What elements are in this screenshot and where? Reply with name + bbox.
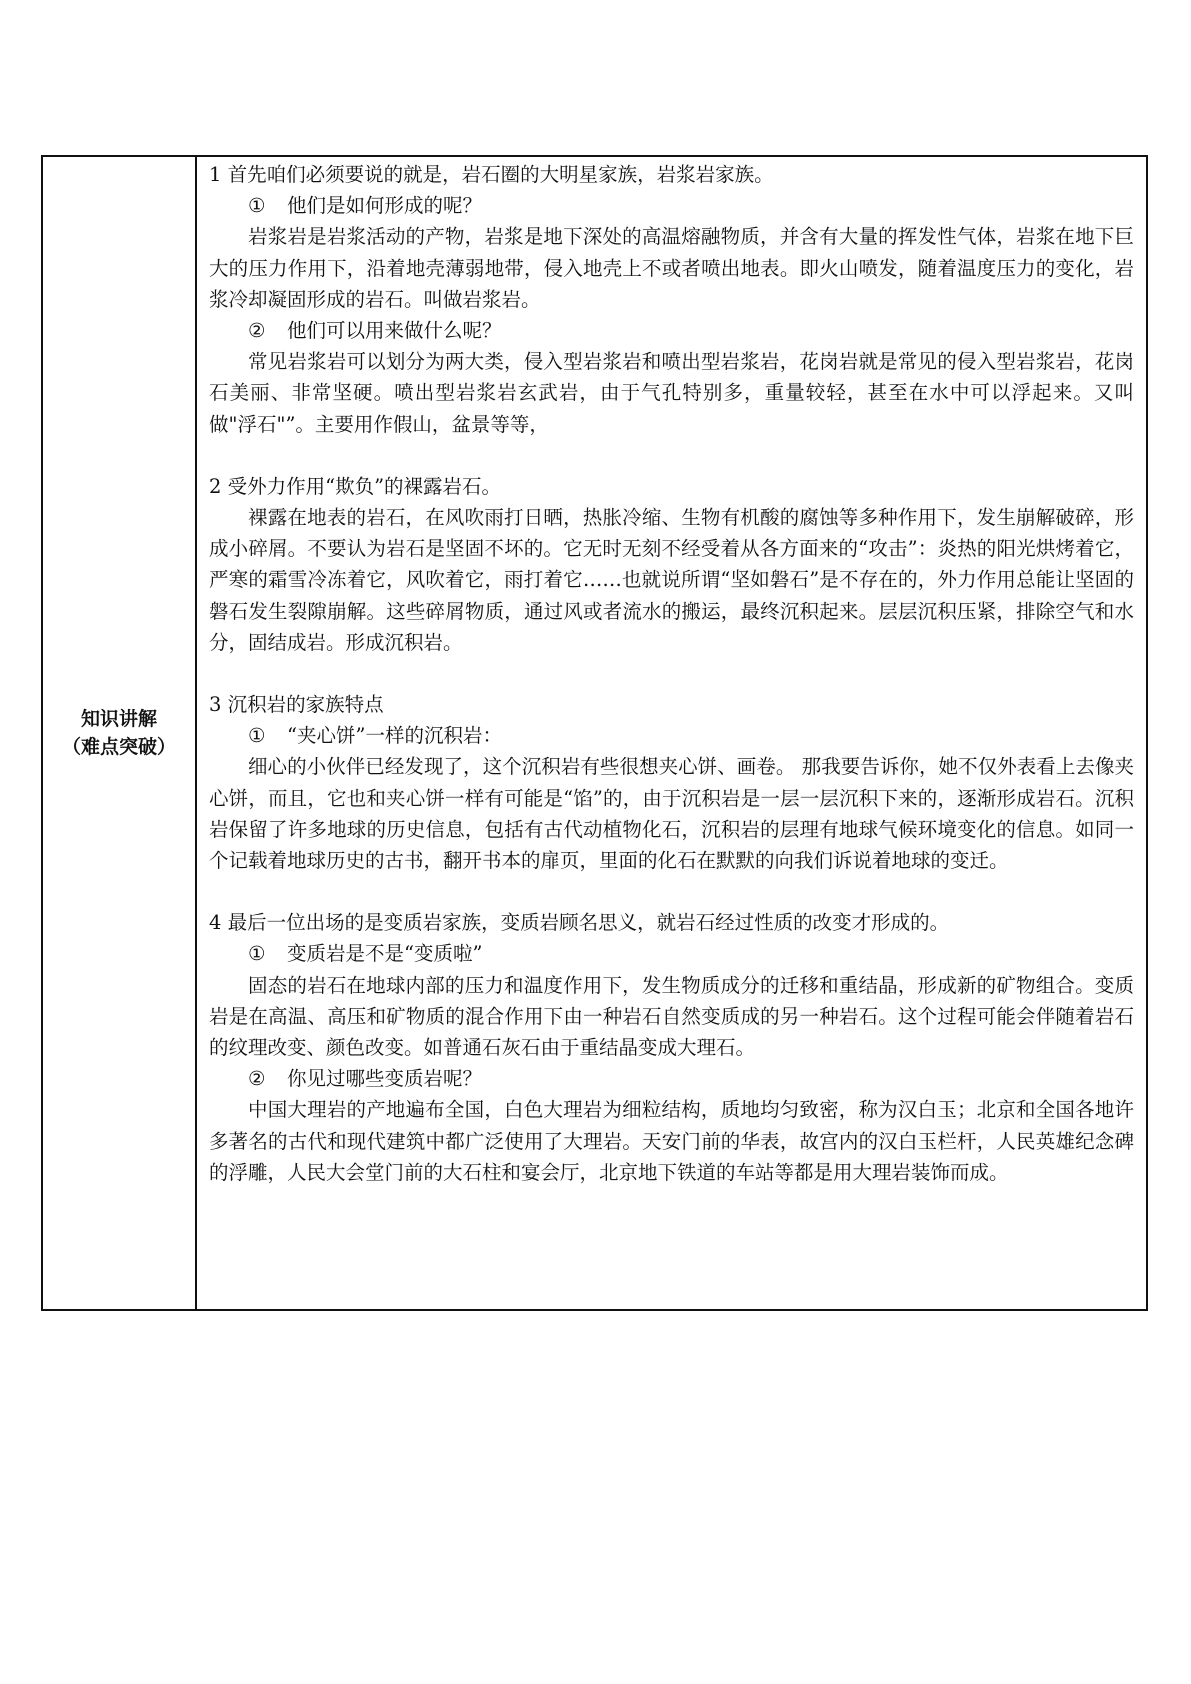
section1-question2 [209,315,1134,346]
circled-number-2: ② [248,319,266,343]
section2-paragraph1: 裸露在地表的岩石，在风吹雨打日晒，热胀冷缩、生物有机酸的腐蚀等多种作用下，发生崩解破碎，形成小碎屑。不要认为岩石是坚固不坏的。它无时无刻不经受着从各方面来的“攻击”：炎热的阳光烘烤着它，严寒的霜雪冷冻着它，风吹着它，雨打着它……也就说所谓“坚如磐石”是不存在的，外力作用总能让坚固的磐石发生裂隙崩解。这些碎屑物质，通过风或者流水的搬运，最终沉积起来。层层沉积压紧，排除空气和水分，固结成岩。形成沉积岩。 [209,506,1134,654]
section3-heading: 3 沉积岩的家族特点 [209,693,384,717]
section1-question1-text: 他们是如何形成的呢？ [287,194,483,218]
section1-question2-text: 他们可以用来做什么呢？ [287,319,502,343]
section3-paragraph1: 细心的小伙伴已经发现了，这个沉积岩有些很想夹心饼、画卷。 那我要告诉你，她不仅外表看上去像夹心饼，而且，它也和夹心饼一样有可能是“馅”的，由于沉积岩是一层一层沉积下来的，逐渐形成岩石。沉积岩保留了许多地球的历史信息，包括有古代动植物化石，沉积岩的层理有地球气候环境变化的信息。如同一个记载着地球历史的古书，翻开书本的扉页，里面的化石在默默的向我们诉说着地球的变迁。 [209,755,1134,873]
section4-paragraph2: 中国大理岩的产地遍布全国，白色大理岩为细粒结构，质地均匀致密，称为汉白玉；北京和全国各地许多著名的古代和现代建筑中都广泛使用了大理岩。天安门前的华表，故宫内的汉白玉栏杆，人民英雄纪念碑的浮雕，人民大会堂门前的大石柱和宴会厅，北京地下铁道的车站等都是用大理岩装饰而成。 [209,1098,1134,1184]
section4-question2-text: 你见过哪些变质岩呢？ [287,1067,483,1091]
section2-heading: 2 受外力作用“欺负”的裸露岩石。 [209,474,502,498]
section1-paragraph2: 常见岩浆岩可以划分为两大类，侵入型岩浆岩和喷出型岩浆岩，花岗岩就是常见的侵入型岩浆岩，花岗石美丽、非常坚硬。喷出型岩浆岩玄武岩，由于气孔特别多，重量较轻，甚至在水中可以浮起来。又叫做"浮石"”。主要用作假山，盆景等等， [209,350,1134,436]
row-label-subtitle: （难点突破） [61,736,176,758]
section4-heading: 4 最后一位出场的是变质岩家族，变质岩顾名思义，就岩石经过性质的改变才形成的。 [209,911,950,935]
section1-heading: 1 首先咱们必须要说的就是，岩石圈的大明星家族，岩浆岩家族。 [209,163,774,186]
lesson-table [41,155,1148,1311]
circled-number-1: ① [248,724,266,748]
section1-question1 [209,190,1134,221]
section-spacer [209,658,1134,689]
section1-paragraph1: 岩浆岩是岩浆活动的产物，岩浆是地下深处的高温熔融物质，并含有大量的挥发性气体，岩浆在地下巨大的压力作用下，沿着地壳薄弱地带，侵入地壳上不或者喷出地表。即火山喷发，随着温度压力的变化，岩浆冷却凝固形成的岩石。叫做岩浆岩。 [209,225,1134,311]
section4-paragraph1: 固态的岩石在地球内部的压力和温度作用下，发生物质成分的迁移和重结晶，形成新的矿物组合。变质岩是在高温、高压和矿物质的混合作用下由一种岩石自然变质成的另一种岩石。这个过程可能会伴随着岩石的纹理改变、颜色改变。如普通石灰石由于重结晶变成大理石。 [209,973,1134,1060]
section3-question1 [209,720,1134,751]
section4-question2 [209,1063,1134,1094]
section4-question1-text: 变质岩是不是“变质啦” [287,942,483,966]
row-label-title: 知识讲解 [80,708,157,730]
section-spacer [209,876,1134,907]
circled-number-1: ① [248,942,266,966]
circled-number-2: ② [248,1067,266,1091]
content-cell [197,157,1146,1309]
circled-number-1: ① [248,194,266,218]
section3-question1-text: “夹心饼”一样的沉积岩： [287,724,502,748]
section4-question1 [209,938,1134,969]
section-spacer [209,440,1134,471]
row-label-cell [43,157,197,1309]
